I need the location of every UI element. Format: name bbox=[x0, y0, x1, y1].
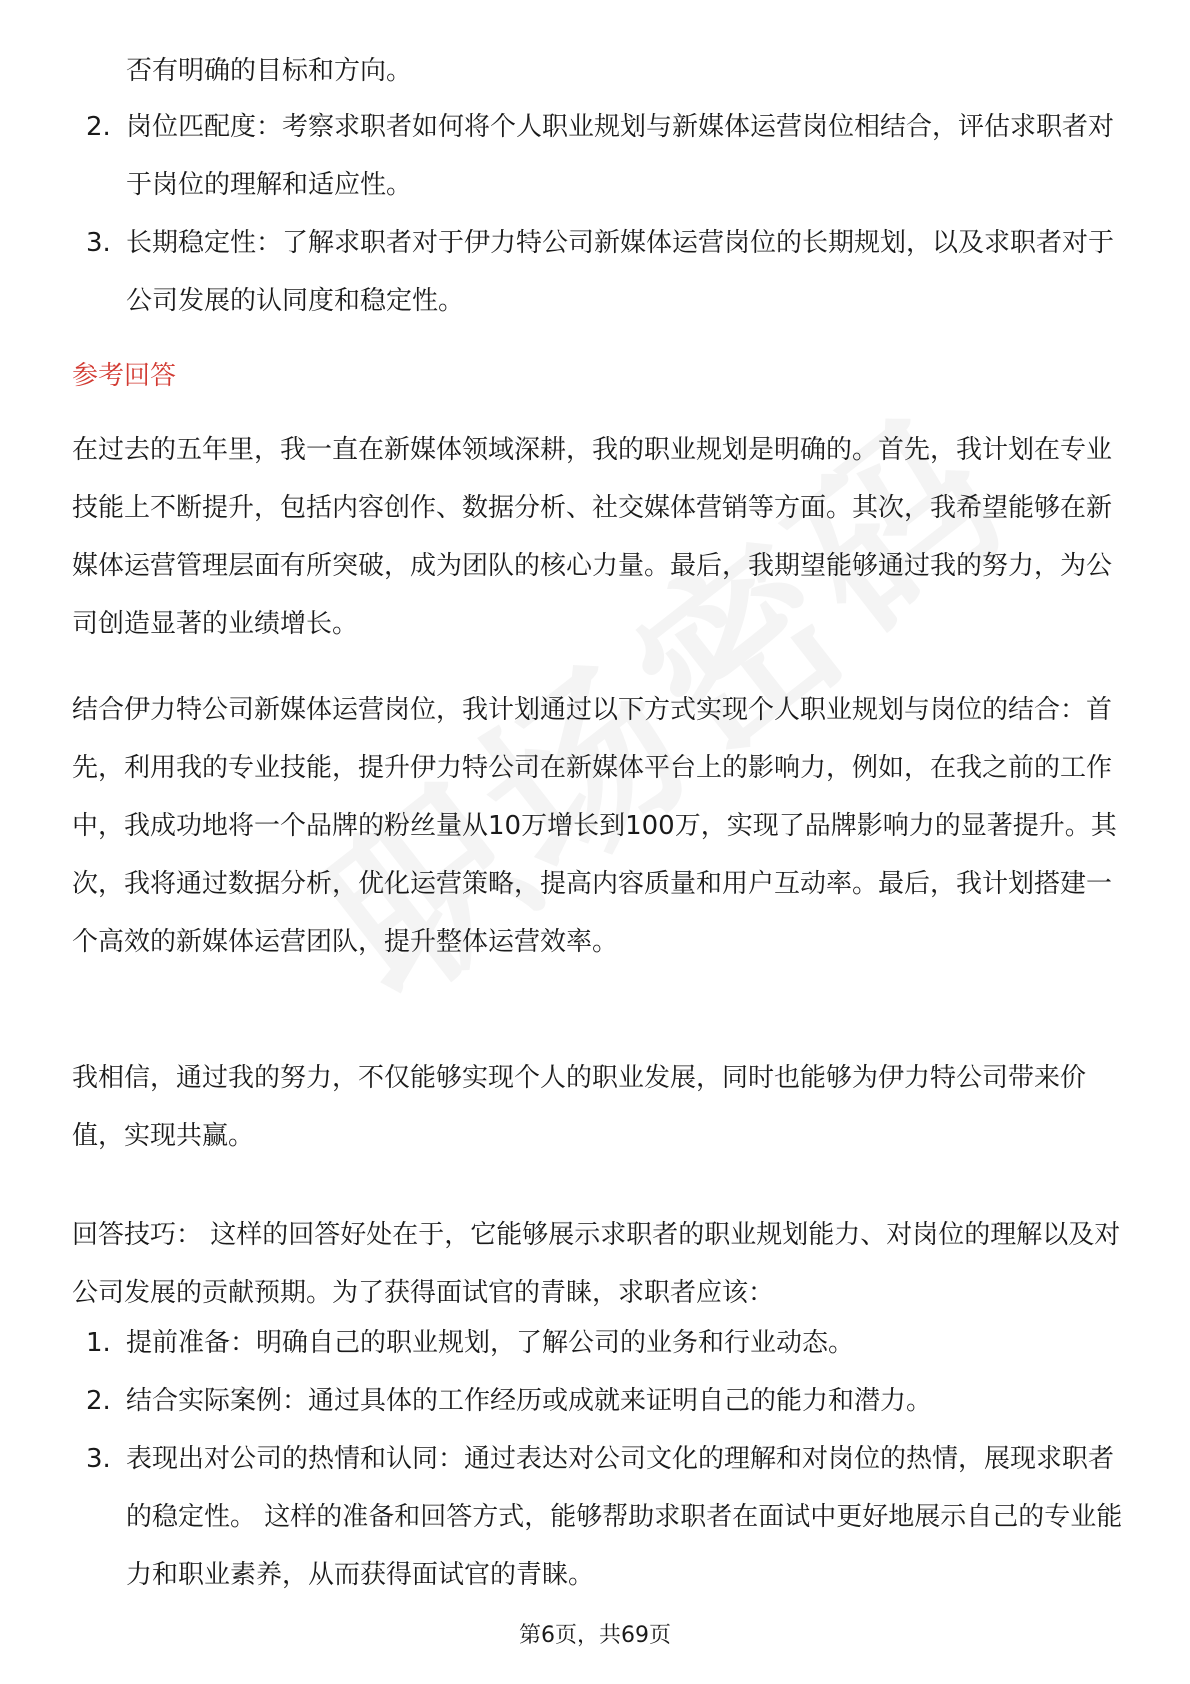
answer-paragraph: 结合伊力特公司新媒体运营岗位，我计划通过以下方式实现个人职业规划与岗位的结合：首先，利用我的专业技能，提升伊力特公司在新媒体平台上的影响力，例如，在我之前的工作中，我成功地将一个品牌的粉丝量从10万增长到100万，实现了品牌影响力的显著提升。其次，我将通过数据分析，优化运营策略，提高内容质量和用户互动率。最后，我计划搭建一个高效的新媒体运营团队，提升整体运营效率。 bbox=[72, 695, 1117, 957]
list-item-number: 1. bbox=[86, 1328, 111, 1358]
list-item-text: 岗位匹配度：考察求职者如何将个人职业规划与新媒体运营岗位相结合，评估求职者对于岗位的理解和适应性。 bbox=[126, 112, 1115, 200]
answer-paragraph: 我相信，通过我的努力，不仅能够实现个人的职业发展，同时也能够为伊力特公司带来价值，实现共赢。 bbox=[72, 1063, 1087, 1151]
list-item bbox=[0, 1372, 1190, 1430]
list-item bbox=[0, 1314, 1190, 1372]
tips-paragraph: 回答技巧： 这样的回答好处在于，它能够展示求职者的职业规划能力、对岗位的理解以及对公司发展的贡献预期。为了获得面试官的青睐，求职者应该： bbox=[72, 1220, 1121, 1308]
list-item-number: 3. bbox=[86, 228, 111, 258]
tips-numbered-list bbox=[0, 1314, 1190, 1604]
list-item-number: 2. bbox=[86, 112, 111, 142]
answer-paragraph: 在过去的五年里，我一直在新媒体领域深耕，我的职业规划是明确的。首先，我计划在专业技能上不断提升，包括内容创作、数据分析、社交媒体营销等方面。其次，我希望能够在新媒体运营管理层面有所突破，成为团队的核心力量。最后，我期望能够通过我的努力，为公司创造显著的业绩增长。 bbox=[72, 435, 1113, 639]
list-item-text: 结合实际案例：通过具体的工作经历或成就来证明自己的能力和潜力。 bbox=[126, 1386, 933, 1416]
list-item bbox=[0, 214, 1190, 330]
list-item-number: 2. bbox=[86, 1386, 111, 1416]
list-item-text: 长期稳定性：了解求职者对于伊力特公司新媒体运营岗位的长期规划，以及求职者对于公司发展的认同度和稳定性。 bbox=[126, 228, 1115, 316]
top-numbered-list bbox=[0, 98, 1190, 330]
list-item-text: 提前准备：明确自己的职业规划，了解公司的业务和行业动态。 bbox=[126, 1328, 855, 1358]
list-item-text: 表现出对公司的热情和认同：通过表达对公司文化的理解和对岗位的热情，展现求职者的稳定性。 这样的准备和回答方式，能够帮助求职者在面试中更好地展示自己的专业能力和职业素养，从而获得面试官的青睐。 bbox=[126, 1444, 1123, 1590]
section-heading: 参考回答 bbox=[72, 361, 177, 391]
list-item bbox=[0, 1430, 1190, 1604]
page-footer: 第6页，共69页 bbox=[519, 1623, 671, 1648]
list-item bbox=[0, 98, 1190, 214]
list-item-continuation: 否有明确的目标和方向。 bbox=[126, 56, 413, 86]
list-item-number: 3. bbox=[86, 1444, 111, 1474]
